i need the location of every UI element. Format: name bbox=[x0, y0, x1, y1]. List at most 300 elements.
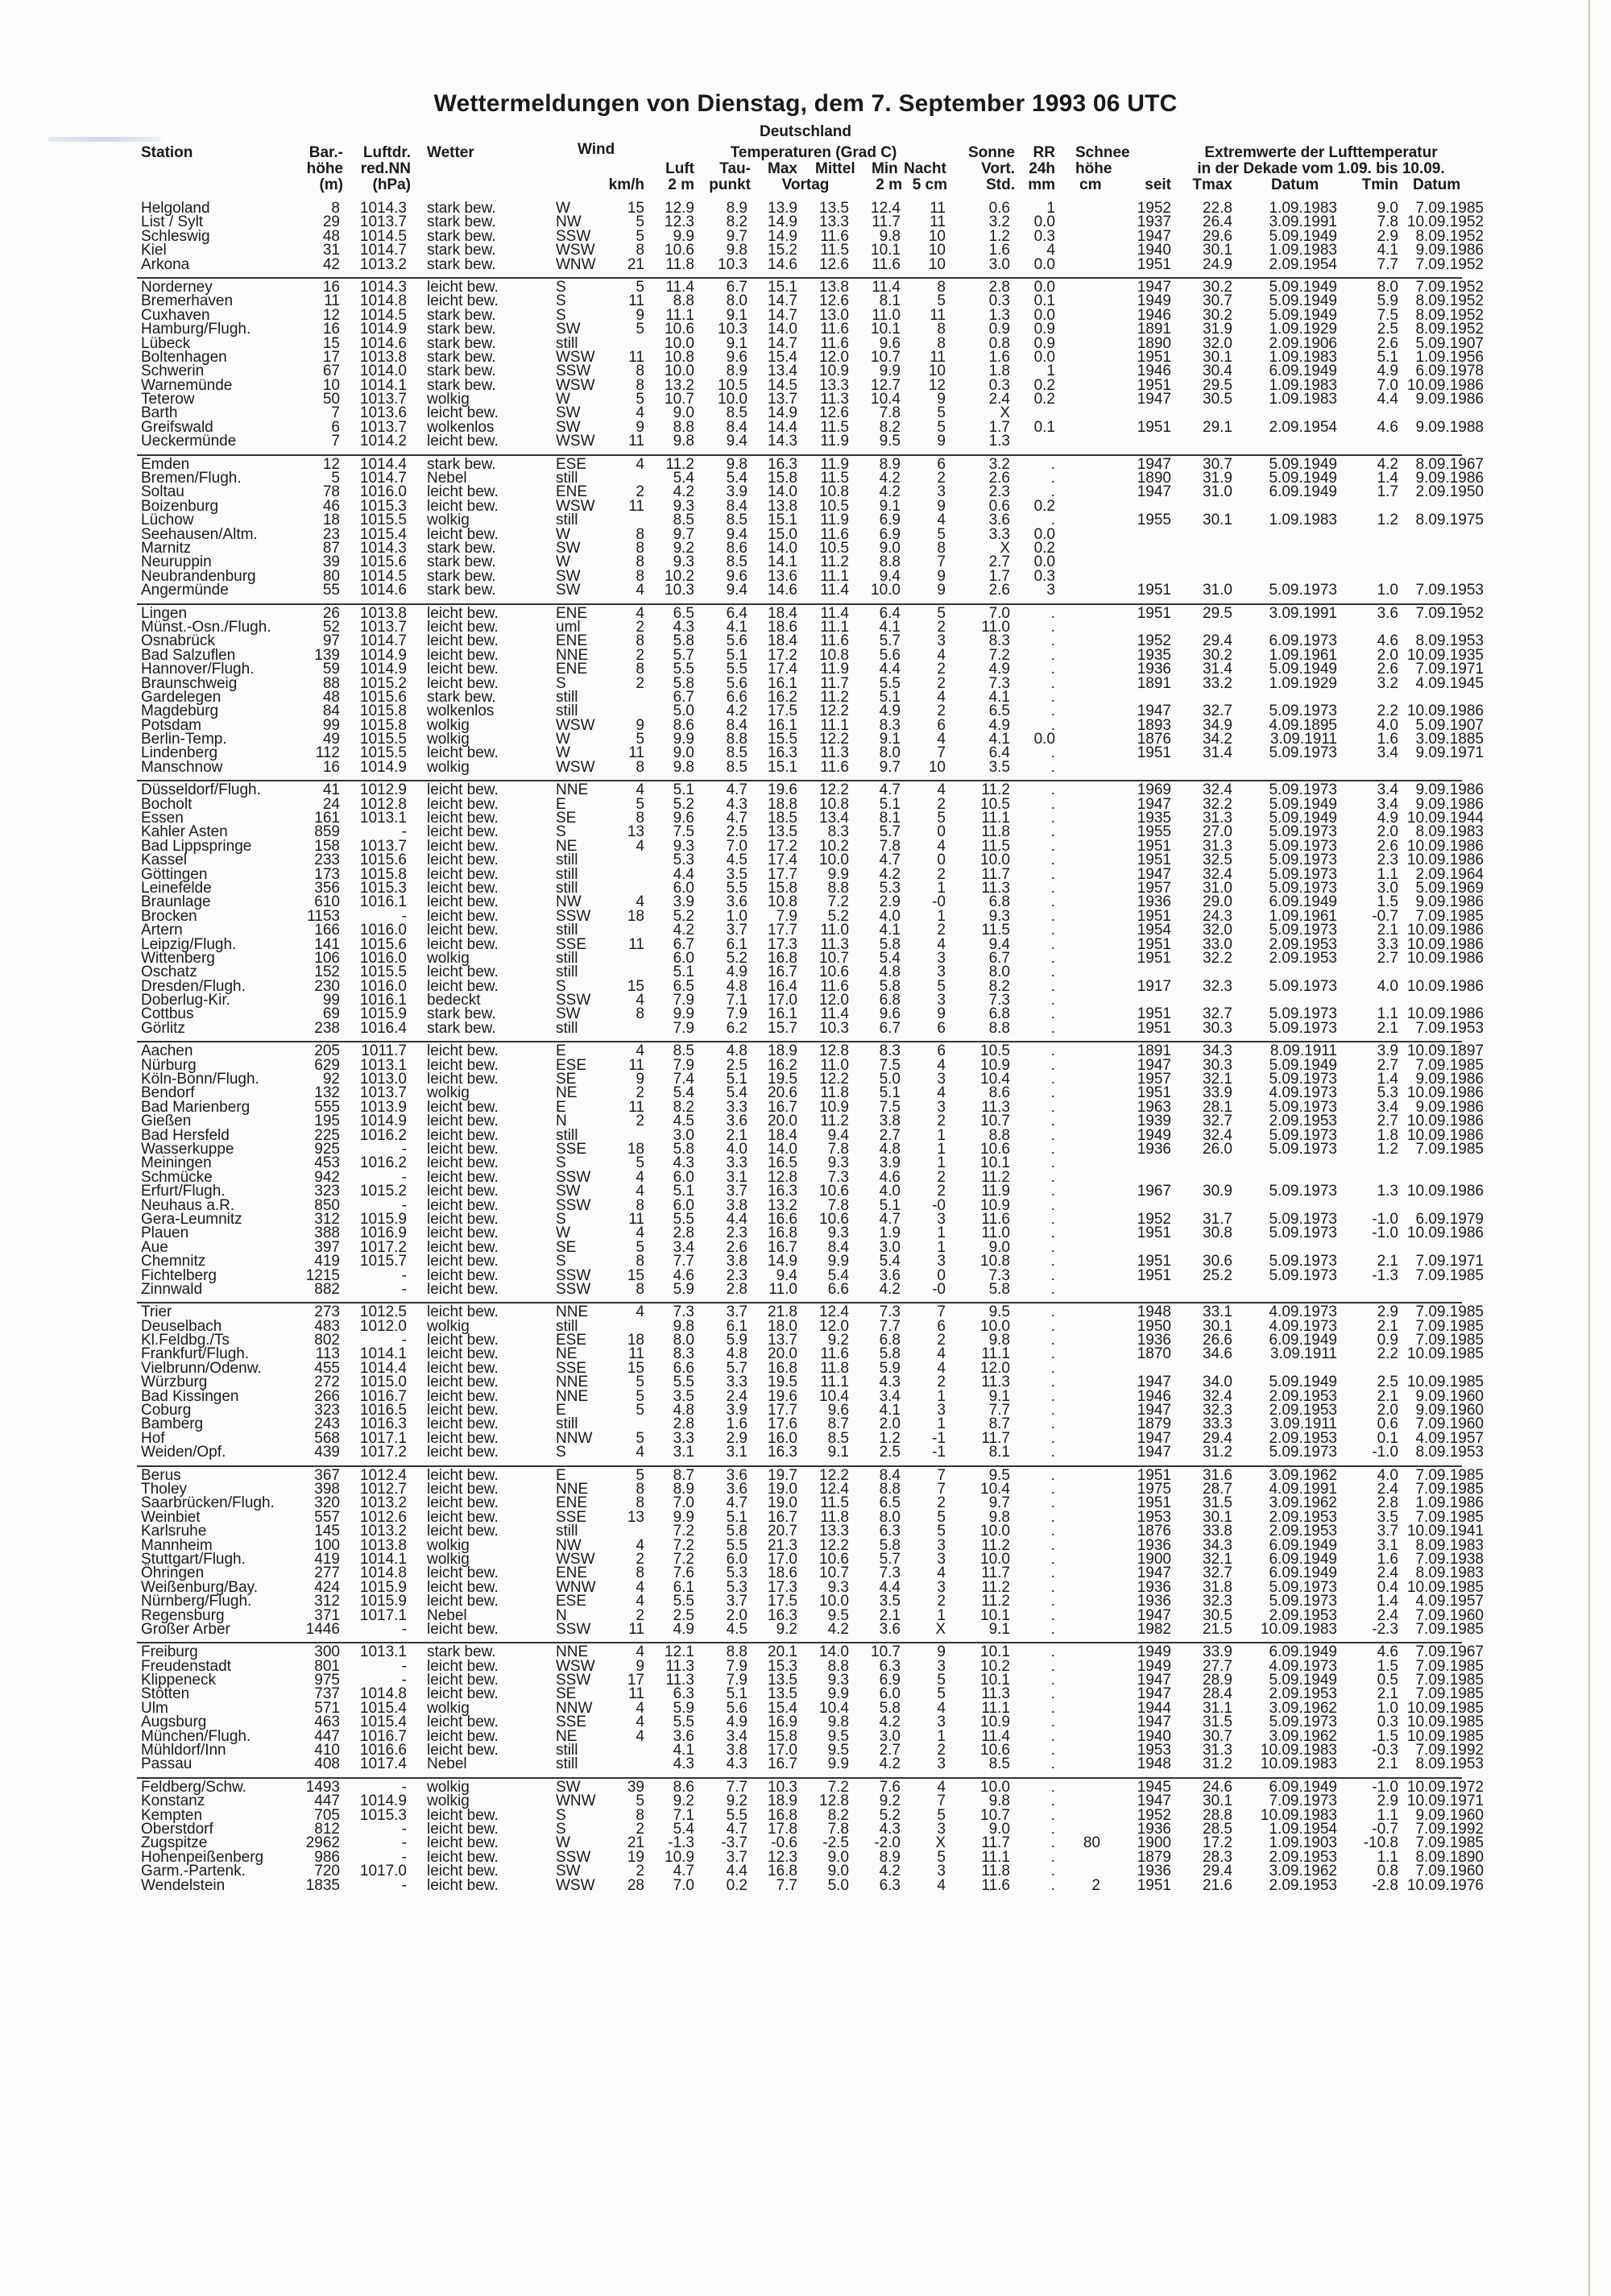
sunshine: 7.7 bbox=[988, 1402, 1010, 1419]
record-tmin: 1.2 bbox=[1377, 512, 1398, 529]
dewpoint: 10.3 bbox=[718, 321, 748, 338]
temp-min-5cm: 9 bbox=[937, 1643, 946, 1661]
temp-air: 5.4 bbox=[673, 1820, 694, 1838]
temp-max: 17.4 bbox=[768, 661, 797, 678]
wind-direction: SSW bbox=[556, 1266, 591, 1284]
dewpoint: 2.5 bbox=[726, 823, 748, 841]
temp-min-5cm: 10 bbox=[928, 363, 946, 380]
record-tmin: 1.0 bbox=[1377, 1699, 1398, 1717]
barometer-height: 1835 bbox=[305, 1876, 340, 1894]
barometer-height: 447 bbox=[314, 1792, 340, 1810]
record-tmin-date: 10.09.1976 bbox=[1406, 1876, 1484, 1894]
station-row bbox=[0, 690, 1611, 704]
pressure: 1016.4 bbox=[359, 1019, 407, 1037]
pressure: 1015.4 bbox=[359, 1699, 407, 1717]
precipitation: . bbox=[1050, 781, 1055, 799]
pressure: 1013.7 bbox=[359, 1084, 407, 1102]
record-since: 1936 bbox=[1137, 1536, 1171, 1554]
temp-air: 8.6 bbox=[673, 716, 694, 734]
wind-direction: ENE bbox=[556, 604, 588, 622]
temp-max: 16.9 bbox=[768, 1714, 797, 1731]
record-tmax: 28.7 bbox=[1203, 1480, 1232, 1498]
sunshine: 9.4 bbox=[988, 935, 1010, 953]
wind-direction: NNE bbox=[556, 1643, 589, 1661]
temp-min-5cm: 2 bbox=[937, 618, 946, 636]
weather: leicht bew. bbox=[427, 1820, 499, 1838]
temp-air: 9.0 bbox=[673, 744, 694, 762]
wind-speed: 5 bbox=[636, 213, 644, 231]
record-since: 1967 bbox=[1137, 1183, 1171, 1200]
dewpoint: 9.1 bbox=[726, 334, 748, 352]
temp-air: 8.8 bbox=[673, 292, 694, 310]
station-name: Neubrandenburg bbox=[141, 567, 256, 585]
station-row bbox=[0, 471, 1611, 485]
record-tmin: -0.3 bbox=[1372, 1742, 1398, 1759]
pressure: - bbox=[401, 1820, 407, 1838]
pressure: 1014.7 bbox=[359, 632, 407, 650]
temp-max: 7.9 bbox=[776, 907, 797, 925]
precipitation: 4 bbox=[1046, 242, 1055, 259]
pressure: 1012.8 bbox=[359, 795, 407, 813]
record-tmax: 31.3 bbox=[1203, 1742, 1232, 1759]
precipitation: . bbox=[1050, 1523, 1055, 1540]
record-tmax-date: 2.09.1953 bbox=[1269, 1876, 1337, 1894]
temp-mean: 7.8 bbox=[827, 1196, 849, 1214]
temp-min-2m: 5.8 bbox=[879, 977, 901, 995]
temp-mean: 11.6 bbox=[820, 1345, 849, 1363]
pressure: - bbox=[401, 1196, 407, 1214]
sunshine: 8.5 bbox=[988, 1755, 1010, 1773]
record-tmax: 28.9 bbox=[1203, 1672, 1232, 1689]
wind-direction: SW bbox=[556, 418, 581, 436]
temp-air: 4.6 bbox=[673, 1266, 694, 1284]
temp-air: 3.9 bbox=[673, 893, 694, 911]
sunshine: 10.7 bbox=[980, 1113, 1010, 1130]
record-tmin-date: 8.09.1952 bbox=[1415, 292, 1484, 310]
precipitation: . bbox=[1050, 823, 1055, 841]
wind-direction: SE bbox=[556, 1071, 577, 1088]
pressure: 1015.9 bbox=[359, 1005, 407, 1023]
sunshine: 11.1 bbox=[981, 1848, 1010, 1866]
temp-min-2m: 9.6 bbox=[879, 334, 901, 352]
temp-min-5cm: 11 bbox=[930, 213, 946, 231]
station-row bbox=[0, 935, 1611, 953]
record-tmax-date: 5.09.1949 bbox=[1269, 795, 1337, 813]
dewpoint: 1.0 bbox=[726, 907, 748, 925]
dewpoint: 3.8 bbox=[726, 1742, 748, 1759]
pressure: 1015.3 bbox=[359, 879, 407, 897]
temp-min-5cm: 11 bbox=[930, 306, 946, 324]
station-name: Gera-Leumnitz bbox=[141, 1210, 242, 1228]
dewpoint: 9.7 bbox=[726, 227, 748, 245]
dewpoint: 7.1 bbox=[726, 992, 748, 1009]
temp-air: 9.0 bbox=[673, 404, 694, 422]
record-tmin: 3.1 bbox=[1377, 1536, 1398, 1554]
header-nacht-5cm: 5 cm bbox=[912, 176, 947, 193]
dewpoint: 5.1 bbox=[726, 1508, 748, 1526]
temp-mean: 11.6 bbox=[820, 632, 849, 650]
station-row bbox=[0, 839, 1611, 853]
temp-mean: 10.0 bbox=[819, 852, 849, 869]
temp-max: 15.1 bbox=[768, 758, 797, 776]
weather: leicht bew. bbox=[427, 1374, 499, 1391]
station-name: Helgoland bbox=[141, 200, 210, 217]
temp-air: 5.5 bbox=[673, 1714, 694, 1731]
temp-max: 14.6 bbox=[768, 582, 797, 599]
temp-air: 10.8 bbox=[665, 348, 694, 366]
temp-min-2m: 12.4 bbox=[871, 200, 901, 217]
precipitation: . bbox=[1050, 1415, 1055, 1433]
record-tmax-date: 5.09.1949 bbox=[1269, 306, 1337, 324]
temp-max: 13.5 bbox=[768, 1685, 797, 1703]
record-tmin: -1.0 bbox=[1372, 1778, 1398, 1796]
sunshine: 2.4 bbox=[988, 391, 1010, 408]
header-bar-3: (m) bbox=[319, 176, 343, 193]
dewpoint: 9.4 bbox=[726, 433, 748, 450]
weather: leicht bew. bbox=[427, 618, 499, 636]
record-since: 1947 bbox=[1137, 483, 1171, 501]
wind-direction: SSE bbox=[556, 1508, 587, 1526]
record-tmax-date: 1.09.1929 bbox=[1269, 674, 1337, 692]
precipitation: 0.2 bbox=[1033, 391, 1055, 408]
record-tmin: 1.4 bbox=[1377, 1071, 1398, 1088]
precipitation: . bbox=[1050, 1657, 1055, 1675]
temp-air: 11.8 bbox=[665, 255, 694, 273]
temp-min-5cm: 4 bbox=[937, 1565, 946, 1582]
temp-min-5cm: 2 bbox=[937, 1183, 946, 1200]
dewpoint: 5.1 bbox=[726, 646, 748, 664]
record-tmin-date: 10.09.1986 bbox=[1406, 935, 1484, 953]
record-tmin: 2.7 bbox=[1377, 1113, 1398, 1130]
pressure: 1016.9 bbox=[359, 1225, 407, 1242]
weather: leicht bew. bbox=[427, 1848, 499, 1866]
temp-min-2m: 8.2 bbox=[879, 418, 901, 436]
pressure: - bbox=[401, 907, 407, 925]
wind-speed: 28 bbox=[627, 1876, 644, 1894]
record-tmin-date: 10.09.1986 bbox=[1406, 376, 1484, 394]
station-row bbox=[0, 1806, 1611, 1824]
wind-direction: still bbox=[556, 1317, 578, 1335]
wind-direction: W bbox=[556, 553, 570, 571]
record-tmin: 2.1 bbox=[1377, 1253, 1398, 1270]
wind-direction: WSW bbox=[556, 1657, 595, 1675]
record-tmin-date: 4.09.1945 bbox=[1415, 674, 1484, 692]
temp-mean: 12.6 bbox=[819, 292, 849, 310]
barometer-height: 942 bbox=[314, 1168, 340, 1186]
temp-min-5cm: 6 bbox=[937, 716, 946, 734]
precipitation: . bbox=[1050, 1141, 1055, 1158]
weather: leicht bew. bbox=[427, 1280, 499, 1298]
precipitation: . bbox=[1050, 949, 1055, 967]
temp-max: 16.7 bbox=[768, 1755, 797, 1773]
pressure: 1013.8 bbox=[359, 348, 407, 366]
weather: leicht bew. bbox=[427, 879, 499, 897]
record-tmin: 3.4 bbox=[1377, 781, 1398, 799]
dewpoint: 9.4 bbox=[726, 582, 748, 599]
record-tmax: 30.9 bbox=[1203, 1183, 1232, 1200]
temp-min-2m: 5.8 bbox=[879, 1345, 901, 1363]
pressure: 1015.8 bbox=[359, 865, 407, 883]
temp-max: 20.1 bbox=[768, 1643, 797, 1661]
temp-min-5cm: 1 bbox=[937, 1225, 946, 1242]
temp-min-5cm: 4 bbox=[937, 1345, 946, 1363]
temp-max: 14.3 bbox=[768, 433, 797, 450]
station-row bbox=[0, 1417, 1611, 1431]
temp-mean: 12.0 bbox=[819, 992, 849, 1009]
temp-max: 18.0 bbox=[768, 1317, 797, 1335]
station-name: Berus bbox=[141, 1466, 181, 1484]
temp-min-5cm: 2 bbox=[937, 1113, 946, 1130]
pressure: 1012.9 bbox=[359, 781, 407, 799]
record-tmin-date: 7.09.1985 bbox=[1415, 200, 1484, 217]
wind-direction: E bbox=[556, 1098, 566, 1116]
wind-direction: NE bbox=[556, 1084, 578, 1102]
temp-min-5cm: 5 bbox=[937, 1523, 946, 1540]
temp-min-2m: 4.3 bbox=[879, 1374, 901, 1391]
precipitation: . bbox=[1050, 1225, 1055, 1242]
pressure: 1013.7 bbox=[359, 418, 407, 436]
station-row bbox=[0, 350, 1611, 364]
temp-min-2m: 4.2 bbox=[879, 1280, 901, 1298]
weather: stark bew. bbox=[427, 321, 496, 338]
wind-speed: 11 bbox=[628, 497, 644, 515]
temp-min-2m: 9.5 bbox=[879, 433, 901, 450]
pressure: 1014.6 bbox=[359, 334, 407, 352]
temp-max: 13.8 bbox=[768, 497, 797, 515]
precipitation: . bbox=[1050, 1154, 1055, 1172]
record-tmax: 32.1 bbox=[1203, 1550, 1232, 1568]
record-since: 1900 bbox=[1137, 1550, 1171, 1568]
sunshine: 11.3 bbox=[981, 1374, 1010, 1391]
wind-direction: NNW bbox=[556, 1429, 593, 1447]
temp-air: 5.4 bbox=[673, 470, 694, 487]
record-since: 1947 bbox=[1137, 227, 1171, 245]
temp-air: 9.9 bbox=[673, 731, 694, 748]
station-row bbox=[0, 499, 1611, 513]
temp-mean: 11.6 bbox=[820, 321, 849, 338]
record-tmin: 1.6 bbox=[1377, 731, 1398, 748]
station-name: Vielbrunn/Odenw. bbox=[141, 1359, 262, 1377]
weather: leicht bew. bbox=[427, 292, 499, 310]
temp-min-5cm: 6 bbox=[937, 1042, 946, 1060]
record-tmin-date: 7.09.1960 bbox=[1415, 1415, 1484, 1433]
temp-max: 19.0 bbox=[768, 1494, 797, 1512]
record-tmax-date: 5.09.1973 bbox=[1269, 1266, 1337, 1284]
temp-mean: 10.6 bbox=[819, 1183, 849, 1200]
precipitation: . bbox=[1050, 1620, 1055, 1638]
temp-max: 19.6 bbox=[768, 781, 797, 799]
record-since: 1951 bbox=[1137, 837, 1171, 855]
wind-direction: SW bbox=[556, 1183, 581, 1200]
temp-min-2m: 6.9 bbox=[879, 525, 901, 543]
record-tmax-date: 5.09.1973 bbox=[1269, 922, 1337, 939]
barometer-height: 557 bbox=[314, 1508, 340, 1526]
dewpoint: 6.0 bbox=[726, 1550, 748, 1568]
dewpoint: 7.9 bbox=[726, 1672, 748, 1689]
wind-speed: 4 bbox=[636, 582, 644, 599]
temp-air: 3.3 bbox=[673, 1429, 694, 1447]
temp-mean: 11.1 bbox=[820, 618, 849, 636]
record-tmin: 0.6 bbox=[1377, 1415, 1398, 1433]
record-tmax-date: 5.09.1973 bbox=[1269, 1444, 1337, 1461]
wind-direction: NNE bbox=[556, 1374, 589, 1391]
temp-mean: 12.2 bbox=[819, 1536, 849, 1554]
header-schnee-2: höhe bbox=[1075, 160, 1112, 177]
barometer-height: 48 bbox=[322, 227, 340, 245]
weather: leicht bew. bbox=[427, 661, 499, 678]
dewpoint: 10.5 bbox=[718, 376, 748, 394]
record-tmax: 31.6 bbox=[1203, 1466, 1232, 1484]
weather: leicht bew. bbox=[427, 744, 499, 762]
record-tmin-date: 7.09.1985 bbox=[1415, 1303, 1484, 1321]
pressure: 1015.9 bbox=[359, 1593, 407, 1610]
record-tmax: 21.5 bbox=[1203, 1620, 1232, 1638]
sunshine: 10.1 bbox=[980, 1643, 1010, 1661]
sunshine: 11.9 bbox=[981, 1183, 1010, 1200]
temp-min-2m: 5.1 bbox=[879, 1084, 901, 1102]
pressure: 1017.2 bbox=[359, 1444, 407, 1461]
weather: leicht bew. bbox=[427, 1620, 499, 1638]
temp-air: 12.9 bbox=[665, 200, 694, 217]
record-tmin-date: 8.09.1983 bbox=[1415, 1536, 1484, 1554]
station-name: Mannheim bbox=[141, 1536, 213, 1554]
dewpoint: 2.3 bbox=[726, 1266, 748, 1284]
weather: leicht bew. bbox=[427, 1863, 499, 1880]
record-tmin-date: 10.09.1952 bbox=[1406, 213, 1484, 231]
barometer-height: 173 bbox=[314, 865, 340, 883]
station-row bbox=[0, 1168, 1611, 1186]
temp-max: 16.1 bbox=[768, 1005, 797, 1023]
temp-max: 17.7 bbox=[768, 865, 797, 883]
temp-mean: 11.9 bbox=[820, 661, 849, 678]
record-tmin-date: 9.09.1986 bbox=[1415, 391, 1484, 408]
wind-speed: 2 bbox=[636, 483, 644, 501]
temp-mean: 13.3 bbox=[819, 1523, 849, 1540]
dewpoint: 5.5 bbox=[726, 1536, 748, 1554]
pressure: 1016.0 bbox=[359, 949, 407, 967]
temp-min-2m: 10.7 bbox=[871, 1643, 901, 1661]
record-tmax-date: 2.09.1953 bbox=[1269, 1848, 1337, 1866]
temp-air: 5.8 bbox=[673, 674, 694, 692]
record-tmax-date: 1.09.1983 bbox=[1269, 242, 1337, 259]
pressure: 1016.2 bbox=[359, 1126, 407, 1144]
station-name: Bendorf bbox=[141, 1084, 195, 1102]
station-row bbox=[0, 865, 1611, 883]
record-since: 1951 bbox=[1137, 348, 1171, 366]
temp-mean: 9.6 bbox=[827, 1402, 849, 1419]
temp-min-5cm: 4 bbox=[937, 512, 946, 529]
wind-speed: 11 bbox=[628, 433, 644, 450]
temp-max: 16.8 bbox=[768, 949, 797, 967]
record-since: 1879 bbox=[1137, 1848, 1171, 1866]
barometer-height: 39 bbox=[322, 553, 340, 571]
record-tmax-date: 2.09.1953 bbox=[1269, 1113, 1337, 1130]
record-since: 1891 bbox=[1137, 674, 1171, 692]
temp-min-2m: 7.3 bbox=[879, 1303, 901, 1321]
temp-max: 12.3 bbox=[768, 1848, 797, 1866]
wind-speed: 15 bbox=[627, 1266, 644, 1284]
record-tmin-date: 7.09.1985 bbox=[1415, 1317, 1484, 1335]
dewpoint: 8.5 bbox=[726, 744, 748, 762]
temp-min-2m: 2.9 bbox=[879, 893, 901, 911]
header-rr-1: RR bbox=[1033, 144, 1055, 161]
temp-max: 17.7 bbox=[768, 1402, 797, 1419]
temp-max: 15.0 bbox=[768, 525, 797, 543]
temp-min-5cm: 3 bbox=[937, 1402, 946, 1419]
record-since: 1947 bbox=[1137, 702, 1171, 720]
record-tmin: 4.6 bbox=[1377, 632, 1398, 650]
barometer-height: 15 bbox=[322, 334, 340, 352]
weather: leicht bew. bbox=[427, 1359, 499, 1377]
temp-max: 16.7 bbox=[768, 964, 797, 981]
record-since: 1947 bbox=[1137, 1565, 1171, 1582]
temp-min-2m: 6.8 bbox=[879, 1332, 901, 1349]
station-row bbox=[0, 255, 1611, 273]
temp-mean: 4.2 bbox=[827, 1620, 849, 1638]
temp-min-2m: 2.5 bbox=[879, 1444, 901, 1461]
dewpoint: 10.3 bbox=[718, 255, 748, 273]
temp-max: 16.3 bbox=[768, 744, 797, 762]
station-row bbox=[0, 977, 1611, 995]
weather: wolkenlos bbox=[427, 418, 495, 436]
sunshine: 0.6 bbox=[988, 200, 1010, 217]
record-tmin-date: 10.09.1985 bbox=[1406, 1578, 1484, 1596]
wind-direction: uml bbox=[556, 618, 581, 636]
station-name: Zinnwald bbox=[141, 1280, 203, 1298]
station-row bbox=[0, 1445, 1611, 1459]
station-name: Boizenburg bbox=[141, 497, 219, 515]
header-vortag: Vortag bbox=[781, 176, 830, 193]
temp-min-2m: 2.0 bbox=[879, 1415, 901, 1433]
wind-speed: 4 bbox=[636, 1578, 644, 1596]
wind-direction: SSE bbox=[556, 935, 587, 953]
sunshine: 10.1 bbox=[980, 1672, 1010, 1689]
temp-air: 6.6 bbox=[673, 1359, 694, 1377]
temp-min-5cm: 4 bbox=[937, 781, 946, 799]
station-row bbox=[0, 243, 1611, 257]
station-row bbox=[0, 1317, 1611, 1335]
temp-min-5cm: 1 bbox=[937, 1154, 946, 1172]
record-tmin: 2.4 bbox=[1377, 1606, 1398, 1624]
record-tmin: 1.4 bbox=[1377, 1593, 1398, 1610]
station-name: Brocken bbox=[141, 907, 197, 925]
barometer-height: 29 bbox=[322, 213, 340, 231]
wind-speed: 8 bbox=[636, 758, 644, 776]
sunshine: 11.7 bbox=[981, 1429, 1010, 1447]
temp-mean: 11.6 bbox=[820, 227, 849, 245]
dewpoint: 2.5 bbox=[726, 1056, 748, 1074]
dewpoint: 4.8 bbox=[726, 1345, 748, 1363]
record-since: 1947 bbox=[1137, 1402, 1171, 1419]
station-name: Marnitz bbox=[141, 539, 192, 557]
station-name: Weißenburg/Bay. bbox=[141, 1578, 259, 1596]
temp-air: 8.3 bbox=[673, 1345, 694, 1363]
record-tmin-date: 7.09.1985 bbox=[1415, 1332, 1484, 1349]
header-luft-2: 2 m bbox=[668, 176, 694, 193]
station-name: Oschatz bbox=[141, 964, 197, 981]
precipitation: . bbox=[1050, 1565, 1055, 1582]
record-tmax-date: 5.09.1973 bbox=[1269, 1253, 1337, 1270]
station-name: Cottbus bbox=[141, 1005, 194, 1023]
temp-mean: -2.5 bbox=[822, 1834, 849, 1852]
record-tmin: -0.7 bbox=[1372, 1820, 1398, 1838]
station-name: Kassel bbox=[141, 852, 188, 869]
record-since: 1936 bbox=[1137, 893, 1171, 911]
record-tmax-date: 5.09.1973 bbox=[1269, 852, 1337, 869]
wind-direction: NNE bbox=[556, 1303, 589, 1321]
temp-mean: 13.3 bbox=[819, 376, 849, 394]
record-tmin-date: 10.09.1985 bbox=[1406, 1727, 1484, 1745]
